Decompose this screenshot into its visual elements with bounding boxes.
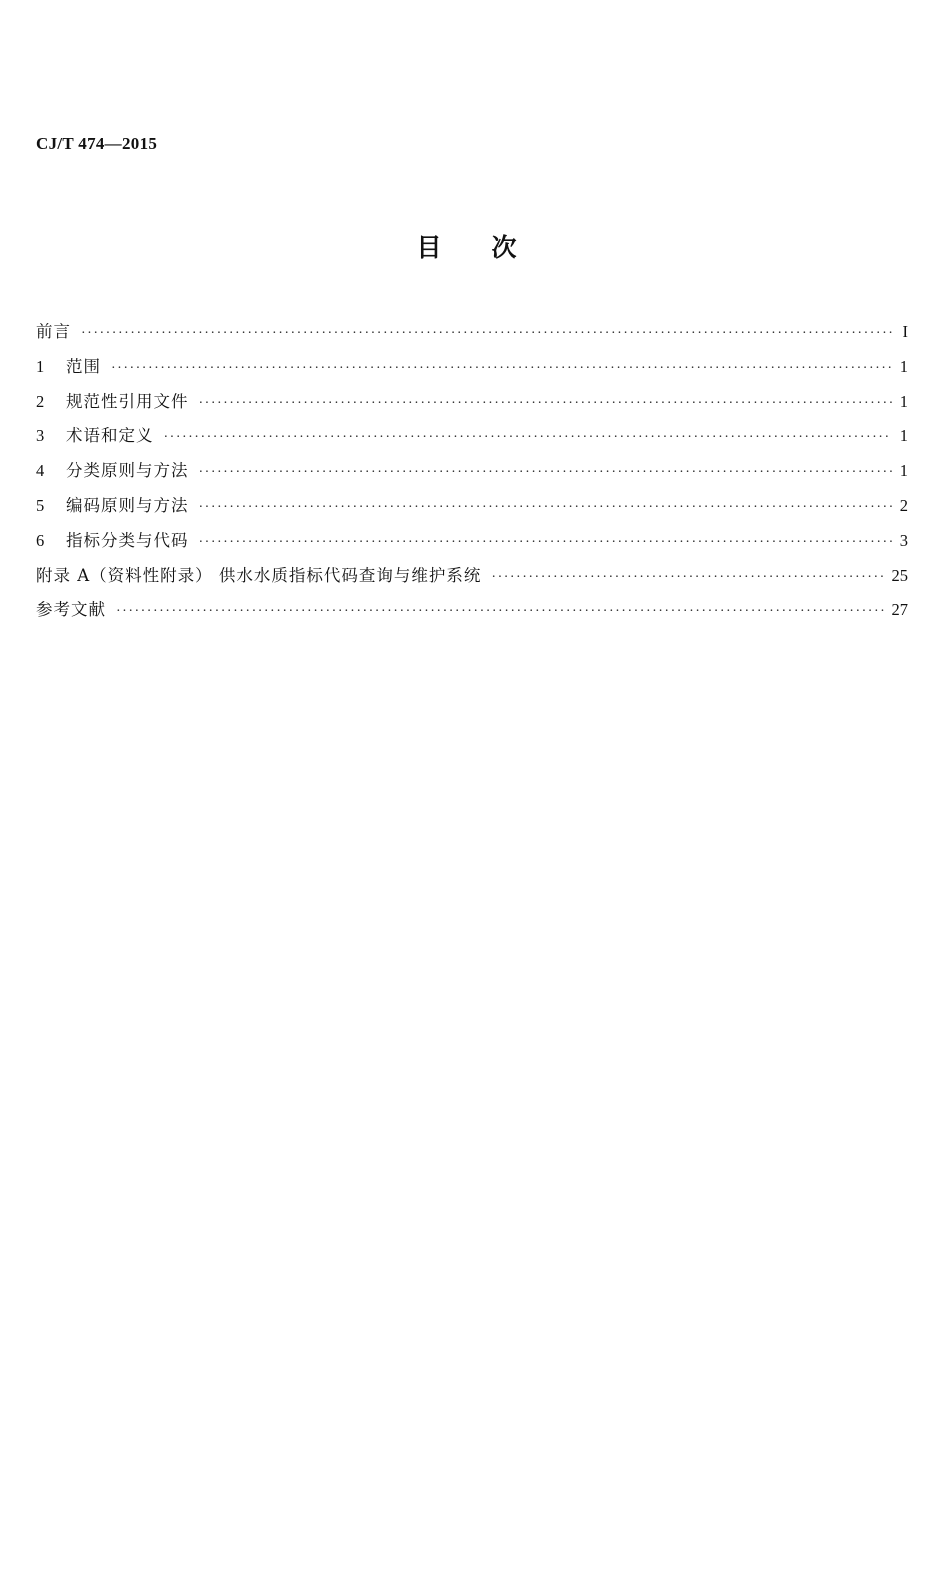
toc-entry-number: 2 xyxy=(36,391,45,411)
toc-entry-page: 27 xyxy=(891,600,908,620)
table-of-contents xyxy=(36,318,908,631)
toc-entry-page: 25 xyxy=(891,565,908,585)
toc-leader-dots xyxy=(111,361,892,377)
toc-leader-dots xyxy=(491,570,885,586)
toc-entry-coding-principles[interactable] xyxy=(36,492,908,527)
toc-entry-scope[interactable] xyxy=(36,353,908,388)
toc-leader-dots xyxy=(81,326,892,342)
page-title xyxy=(0,228,935,264)
toc-entry-terms-definitions[interactable] xyxy=(36,422,908,457)
title-char-right: 次 xyxy=(491,233,519,262)
toc-entry-label: 前言 xyxy=(36,322,71,341)
toc-entry-label: 术语和定义 xyxy=(66,426,154,446)
title-char-left: 目 xyxy=(416,233,444,262)
toc-entry-bibliography[interactable] xyxy=(36,596,908,631)
toc-entry-page: 1 xyxy=(899,391,908,411)
toc-leader-dots xyxy=(199,465,893,481)
toc-entry-label: 分类原则与方法 xyxy=(66,461,189,481)
toc-entry-number: 6 xyxy=(36,530,45,550)
toc-entry-label: 指标分类与代码 xyxy=(66,530,189,550)
toc-entry-label: 参考文献 xyxy=(36,600,106,620)
toc-entry-page: I xyxy=(902,322,908,341)
toc-leader-dots xyxy=(199,500,893,516)
toc-entry-page: 1 xyxy=(899,426,908,446)
toc-entry-indicator-codes[interactable] xyxy=(36,527,908,562)
toc-entry-page: 3 xyxy=(899,530,908,550)
toc-entry-number: 5 xyxy=(36,495,45,515)
toc-leader-dots xyxy=(164,430,893,446)
toc-entry-page: 1 xyxy=(899,356,908,376)
toc-entry-label: 编码原则与方法 xyxy=(66,495,189,515)
toc-entry-page: 1 xyxy=(899,461,908,481)
toc-entry-label: 附录 A（资料性附录） 供水水质指标代码查询与维护系统 xyxy=(36,565,482,585)
toc-entry-foreword[interactable] xyxy=(36,318,908,353)
toc-entry-label: 范围 xyxy=(66,356,101,376)
toc-entry-classification-principles[interactable] xyxy=(36,457,908,492)
toc-entry-appendix-a[interactable] xyxy=(36,562,908,597)
document-code: CJ/T 474—2015 xyxy=(36,134,158,153)
toc-entry-page: 2 xyxy=(899,495,908,515)
toc-leader-dots xyxy=(116,604,886,620)
toc-leader-dots xyxy=(199,396,893,412)
toc-entry-number: 4 xyxy=(36,461,45,481)
toc-entry-number: 1 xyxy=(36,356,45,376)
toc-leader-dots xyxy=(199,535,893,551)
toc-entry-normative-references[interactable] xyxy=(36,388,908,423)
toc-entry-number: 3 xyxy=(36,426,45,446)
toc-entry-label: 规范性引用文件 xyxy=(66,391,189,411)
